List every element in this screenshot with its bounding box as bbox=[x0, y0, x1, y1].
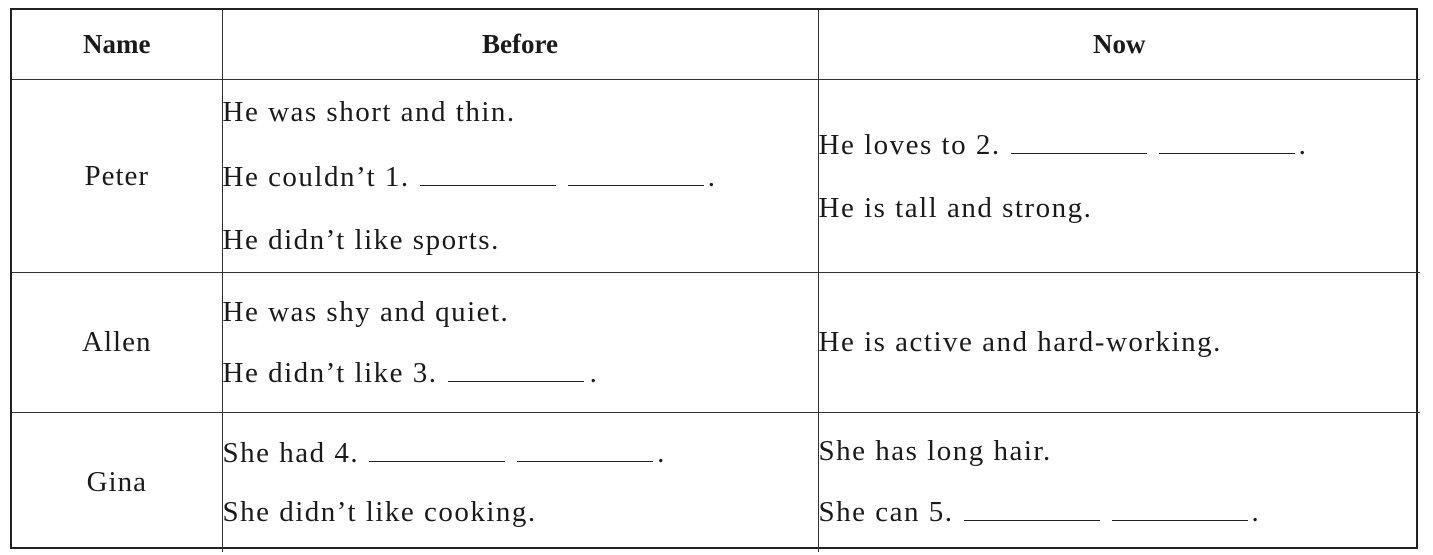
comparison-table bbox=[12, 10, 1420, 552]
answer-blank[interactable] bbox=[964, 494, 1100, 521]
header-now: Now bbox=[818, 10, 1420, 80]
before-line bbox=[223, 435, 818, 470]
answer-blank[interactable] bbox=[1112, 494, 1248, 521]
sentence-text: He couldn’t 1. bbox=[222, 160, 410, 193]
header-name: Name bbox=[12, 10, 222, 80]
sentence-text: She didn’t like cooking. bbox=[222, 496, 537, 529]
before-line bbox=[223, 224, 818, 257]
before-cell bbox=[222, 273, 818, 413]
table-row bbox=[12, 80, 1420, 273]
answer-blank[interactable] bbox=[369, 435, 505, 462]
sentence-end: . bbox=[657, 437, 666, 470]
before-line bbox=[223, 96, 818, 129]
before-line bbox=[223, 296, 818, 329]
now-cell bbox=[818, 273, 1420, 413]
table-row bbox=[12, 273, 1420, 413]
row-name: Allen bbox=[12, 273, 222, 413]
sentence-end: . bbox=[1298, 129, 1308, 161]
before-cell bbox=[222, 80, 818, 273]
now-line bbox=[819, 326, 1421, 359]
row-name: Peter bbox=[12, 80, 222, 273]
answer-blank[interactable] bbox=[568, 159, 704, 186]
header-row bbox=[12, 10, 1420, 80]
sentence-text: He is active and hard-working. bbox=[818, 326, 1222, 358]
sentence-text: He didn’t like 3. bbox=[222, 356, 438, 389]
sentence-text: He was shy and quiet. bbox=[222, 295, 510, 328]
answer-blank[interactable] bbox=[1011, 127, 1147, 154]
worksheet-table bbox=[10, 8, 1418, 549]
row-name: Gina bbox=[12, 413, 222, 552]
answer-blank[interactable] bbox=[420, 159, 556, 186]
now-line bbox=[819, 127, 1421, 162]
sentence-text: She can 5. bbox=[818, 496, 954, 529]
now-cell bbox=[818, 80, 1420, 273]
answer-blank[interactable] bbox=[1159, 127, 1295, 154]
sentence-end: . bbox=[707, 160, 717, 193]
before-line bbox=[223, 496, 818, 529]
now-line bbox=[819, 192, 1421, 225]
now-line bbox=[819, 494, 1421, 529]
sentence-text: He is tall and strong. bbox=[818, 192, 1093, 224]
sentence-end: . bbox=[589, 356, 599, 389]
now-cell bbox=[818, 413, 1420, 552]
sentence-text: She has long hair. bbox=[818, 435, 1052, 468]
answer-blank[interactable] bbox=[448, 355, 584, 382]
sentence-text: He was short and thin. bbox=[222, 95, 516, 128]
sentence-text: He loves to 2. bbox=[818, 129, 1001, 161]
before-line bbox=[223, 355, 818, 390]
header-before: Before bbox=[222, 10, 818, 80]
before-line bbox=[223, 159, 818, 194]
before-cell bbox=[222, 413, 818, 552]
now-line bbox=[819, 435, 1421, 468]
sentence-end: . bbox=[1251, 496, 1261, 529]
table-row bbox=[12, 413, 1420, 552]
sentence-text: She had 4. bbox=[222, 437, 360, 470]
sentence-text: He didn’t like sports. bbox=[222, 223, 500, 256]
answer-blank[interactable] bbox=[517, 435, 653, 462]
